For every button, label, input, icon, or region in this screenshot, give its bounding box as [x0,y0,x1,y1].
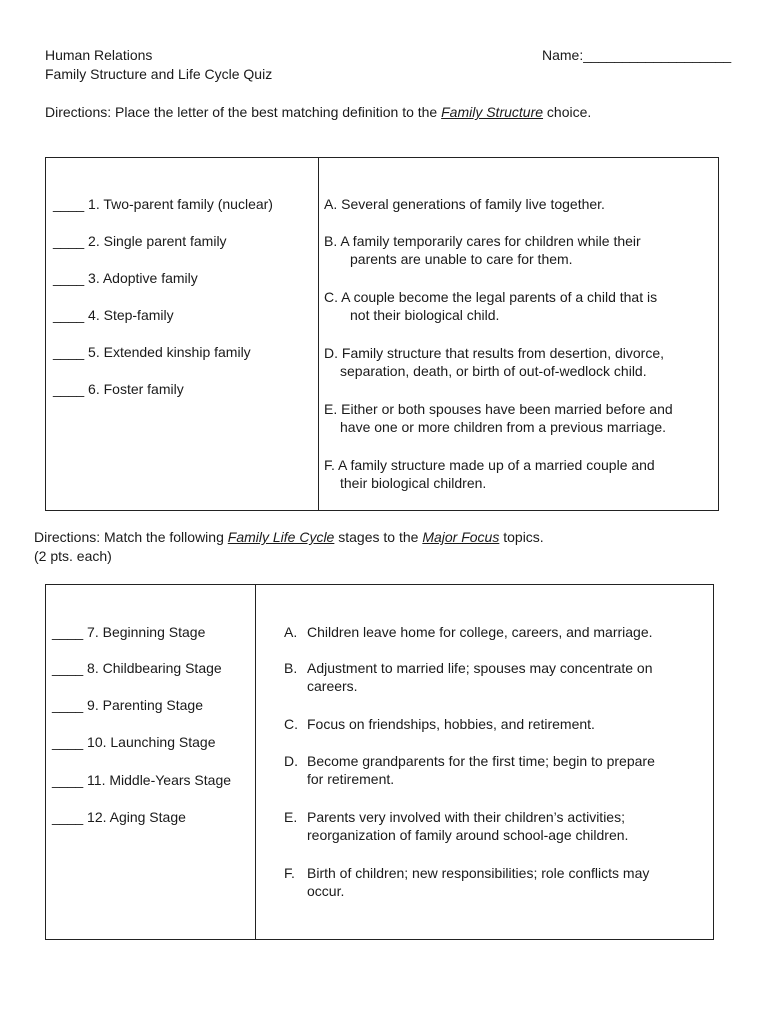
definition-line: for retirement. [307,771,395,787]
definition-line: parents are unable to care for them. [350,251,573,267]
definition-letter: D. [284,753,298,769]
table-divider [318,158,319,510]
name-field[interactable]: Name:___________________ [542,47,732,63]
definition-line: A. Several generations of family live together. [324,196,605,212]
definition-line: Children leave home for college, careers, and marriage. [307,624,653,640]
definition-letter: F. [284,865,295,881]
definition-letter: E. [284,809,298,825]
directions-text: Directions: Match the following [34,529,228,545]
definition-line: C. A couple become the legal parents of a child that is [324,289,658,305]
definition-line: have one or more children from a previous marriage. [340,419,667,435]
stage-item: ____ 11. Middle-Years Stage [52,772,232,788]
definition-line: Parents very involved with their children’s activities; [307,809,625,825]
definition-letter: C. [284,716,298,732]
directions-emphasis: Family Life Cycle [227,529,335,545]
definition-letter: B. [284,660,298,676]
definition-line: D. Family structure that results from desertion, divorce, [324,345,664,361]
definition-line: B. A family temporarily cares for children while their [324,233,641,249]
life-cycle-table [45,584,714,940]
matching-item: ____ 2. Single parent family [53,233,227,249]
family-structure-table [45,157,719,511]
directions-text: topics. [499,529,544,545]
definition-line: Become grandparents for the first time; begin to prepare [307,753,655,769]
course-title: Human Relations [45,47,153,63]
definition-line: occur. [307,883,345,899]
definition-line: F. A family structure made up of a married couple and [324,457,655,473]
directions-text: Directions: Place the letter of the best matching definition to the [45,104,442,120]
directions-text: choice. [543,104,592,120]
definition-line: careers. [307,678,358,694]
definition-line: their biological children. [340,475,487,491]
definition-line: reorganization of family around school-age children. [307,827,629,843]
matching-item: ____ 3. Adoptive family [53,270,198,286]
points-note: (2 pts. each) [34,548,112,564]
directions-emphasis: Family Structure [441,104,544,120]
matching-item: ____ 6. Foster family [53,381,184,397]
definition-line: Focus on friendships, hobbies, and retirement. [307,716,595,732]
section2-directions [34,529,544,545]
matching-item: ____ 4. Step-family [53,307,174,323]
quiz-title: Family Structure and Life Cycle Quiz [45,66,273,82]
definition-letter: A. [284,624,298,640]
stage-item: ____ 8. Childbearing Stage [52,660,222,676]
directions-emphasis: Major Focus [422,529,500,545]
stage-item: ____ 9. Parenting Stage [52,697,204,713]
definition-line: separation, death, or birth of out-of-wedlock child. [340,363,647,379]
definition-line: not their biological child. [350,307,500,323]
table-divider [255,585,256,939]
stage-item: ____ 7. Beginning Stage [52,624,206,640]
stage-item: ____ 12. Aging Stage [52,809,186,825]
definition-line: Adjustment to married life; spouses may concentrate on [307,660,653,676]
matching-item: ____ 5. Extended kinship family [53,344,251,360]
directions-text: stages to the [334,529,423,545]
definition-line: E. Either or both spouses have been married before and [324,401,673,417]
matching-item: ____ 1. Two-parent family (nuclear) [53,196,273,212]
definition-line: Birth of children; new responsibilities; role conflicts may [307,865,650,881]
stage-item: ____ 10. Launching Stage [52,734,216,750]
section1-directions [45,104,591,120]
